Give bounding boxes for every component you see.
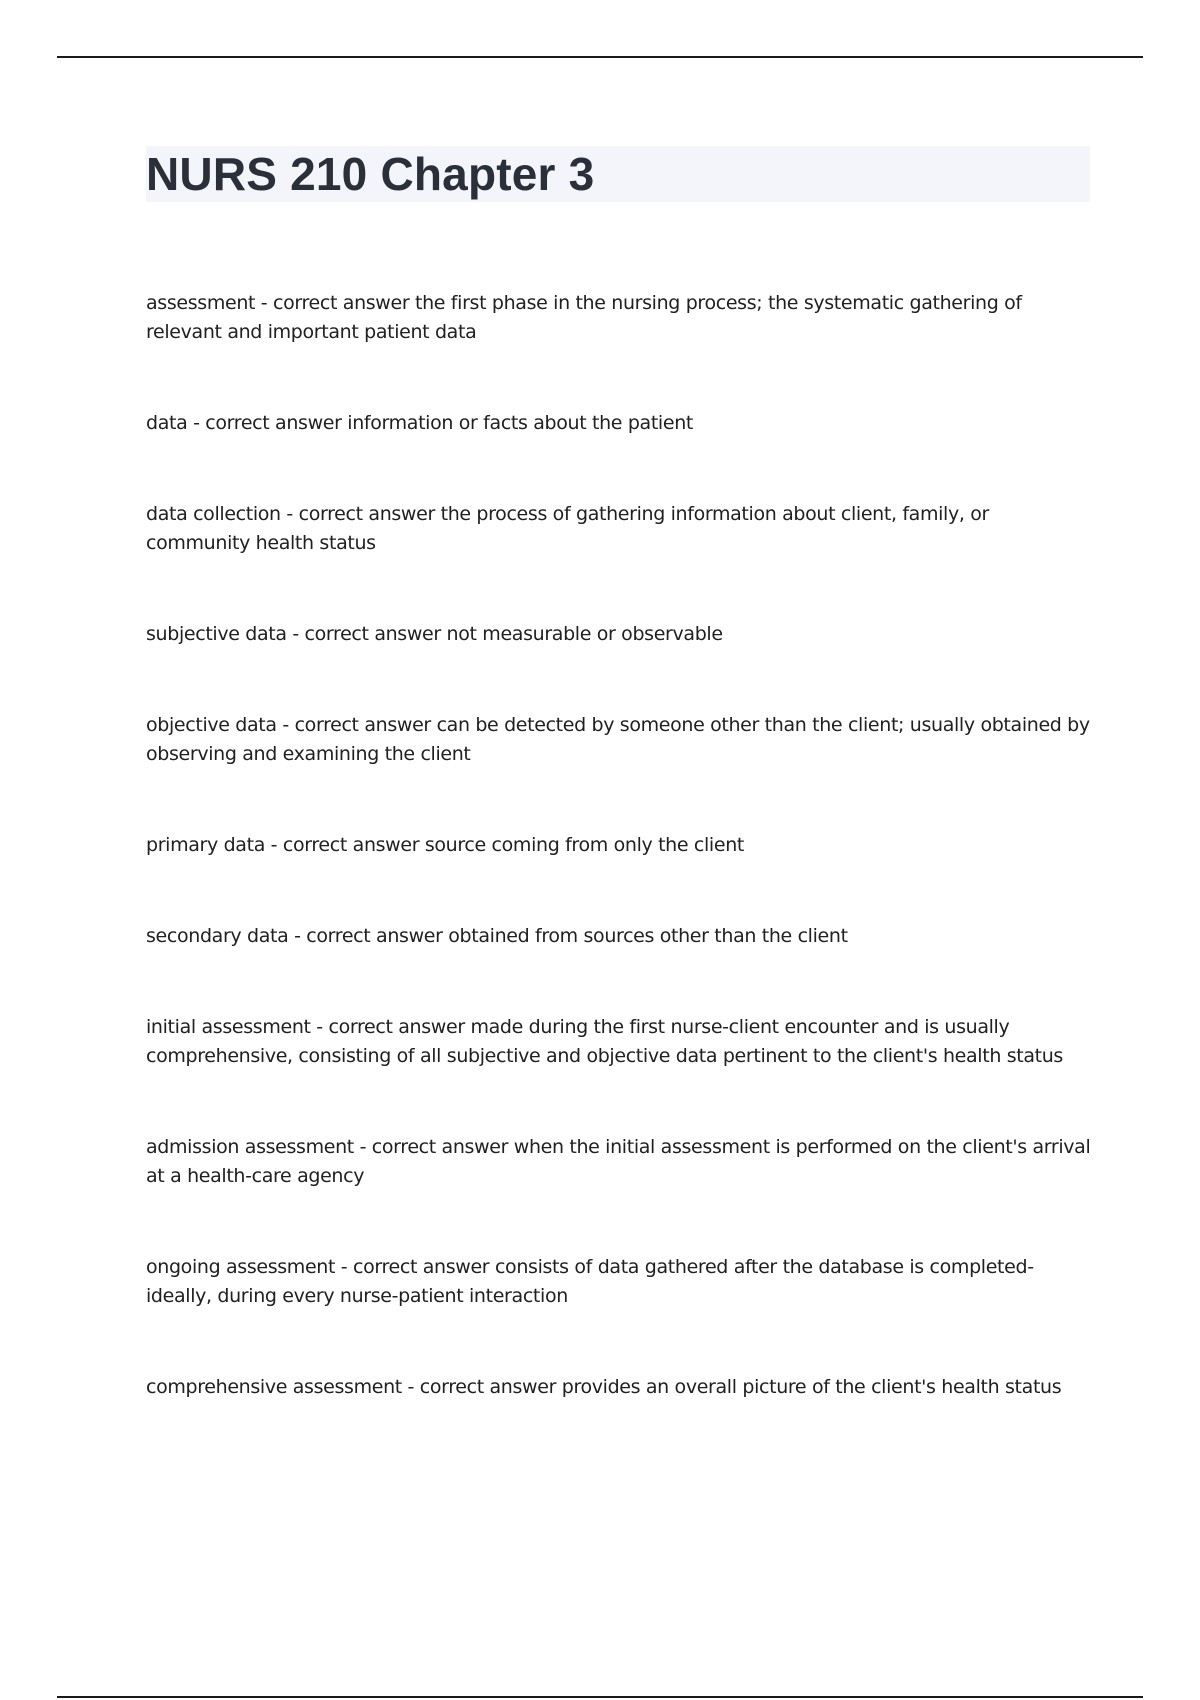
- entry-data-collection: data collection - correct answer the process of gathering information about client, family, or community health status: [146, 503, 989, 554]
- top-rule: [57, 56, 1143, 58]
- entry-objective-data: objective data - correct answer can be detected by someone other than the client; usually obtained by observing and examining the client: [146, 714, 1090, 765]
- entry-secondary-data: secondary data - correct answer obtained from sources other than the client: [146, 925, 848, 947]
- entry-assessment: assessment - correct answer the first phase in the nursing process; the systematic gathering of relevant and important patient data: [146, 292, 1022, 343]
- entry-data: data - correct answer information or facts about the patient: [146, 412, 693, 434]
- flashcard-list: [146, 289, 1096, 1464]
- entry-primary-data: primary data - correct answer source coming from only the client: [146, 834, 744, 856]
- bottom-rule: [57, 1696, 1143, 1698]
- entry-comprehensive-assessment: comprehensive assessment - correct answer provides an overall picture of the client's health status: [146, 1376, 1062, 1398]
- entry-subjective-data: subjective data - correct answer not measurable or observable: [146, 623, 723, 645]
- entry-ongoing-assessment: ongoing assessment - correct answer consists of data gathered after the database is completed- ideally, during every nurse-patient interaction: [146, 1256, 1034, 1307]
- page-title: NURS 210 Chapter 3: [146, 148, 595, 200]
- entry-initial-assessment: initial assessment - correct answer made during the first nurse-client encounter and is usually comprehensive, consisting of all subjective and objective data pertinent to the client's health status: [146, 1016, 1063, 1067]
- entry-admission-assessment: admission assessment - correct answer when the initial assessment is performed on the client's arrival at a health-care agency: [146, 1136, 1091, 1187]
